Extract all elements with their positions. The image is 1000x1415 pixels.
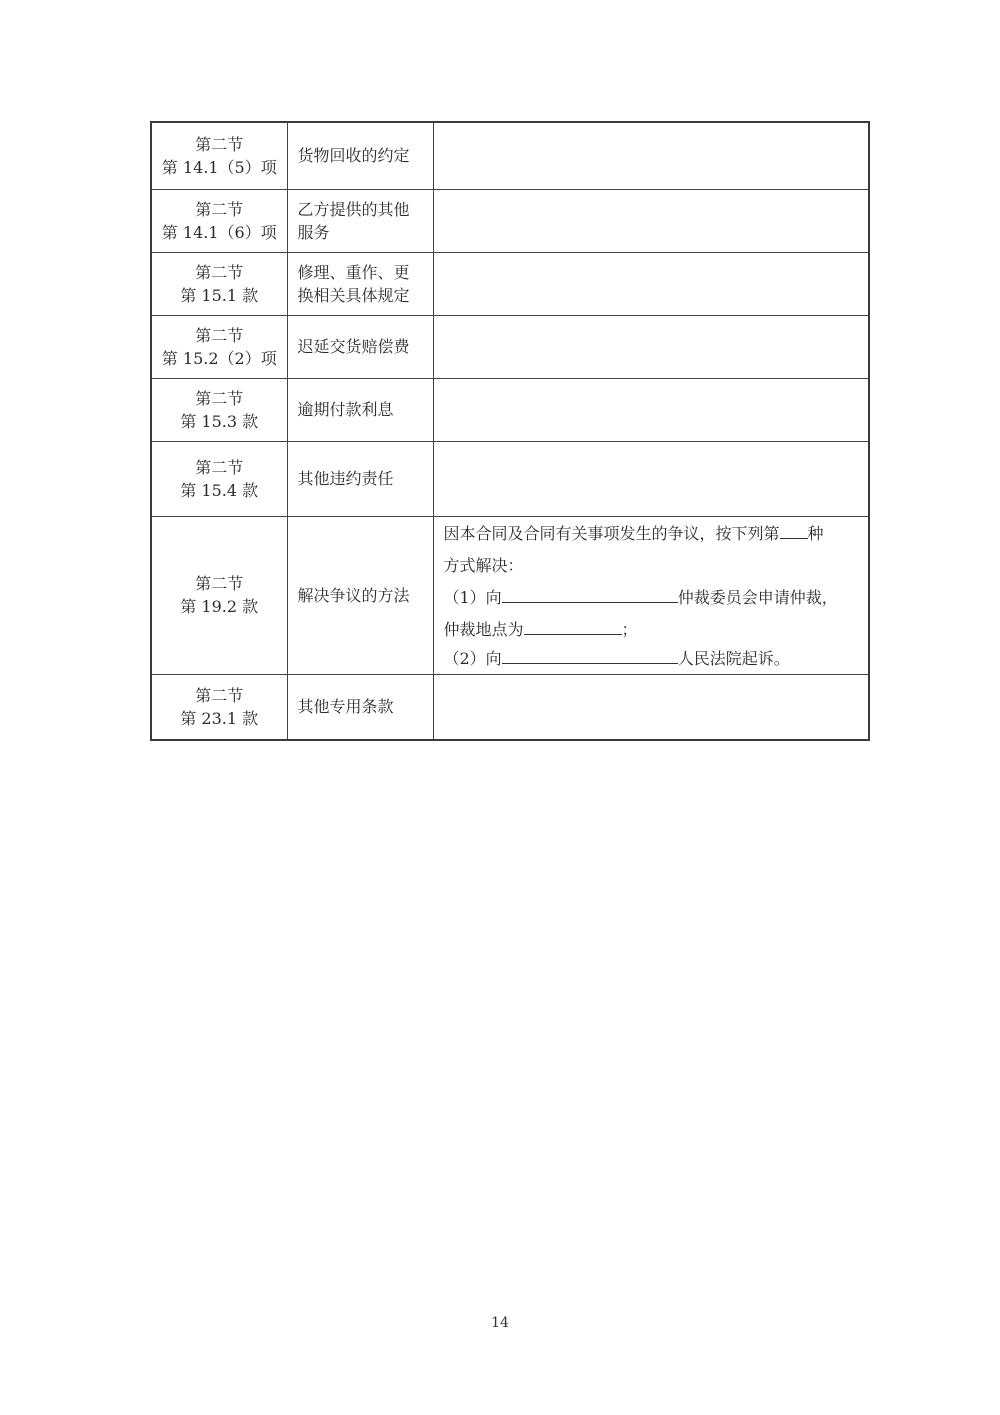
section-label: 第二节 xyxy=(195,134,244,154)
table-row xyxy=(151,252,869,315)
clause-title-cell xyxy=(287,122,433,189)
clause-title: 其他专用条款 xyxy=(297,697,394,717)
clause-number: 第 15.4 款 xyxy=(180,480,259,500)
page-number: 14 xyxy=(491,1315,509,1331)
special-terms-table xyxy=(150,121,870,741)
clause-reference-cell xyxy=(151,674,287,740)
arbitration-option-line: （1）向 仲裁委员会申请仲裁， xyxy=(443,588,838,607)
arbitration-place-line: 仲裁地点为 ； xyxy=(443,620,638,639)
clause-content-cell[interactable] xyxy=(433,189,869,252)
table-row xyxy=(151,441,869,516)
clause-content-cell[interactable] xyxy=(433,122,869,189)
clause-title-cell xyxy=(287,315,433,378)
section-label: 第二节 xyxy=(195,199,244,219)
table-row xyxy=(151,516,869,674)
clause-number: 第 23.1 款 xyxy=(180,708,259,728)
clause-number: 第 14.1（5）项 xyxy=(161,157,277,177)
clause-number: 第 14.1（6）项 xyxy=(161,222,277,242)
clause-content-cell[interactable] xyxy=(433,378,869,441)
arbitration-place-blank[interactable] xyxy=(524,618,622,635)
section-label: 第二节 xyxy=(195,325,244,345)
table-row xyxy=(151,315,869,378)
clause-title-cell xyxy=(287,378,433,441)
clause-title: 逾期付款利息 xyxy=(297,400,394,419)
table-row xyxy=(151,674,869,740)
section-label: 第二节 xyxy=(195,388,244,408)
clause-title: 货物回收的约定 xyxy=(297,146,410,166)
clause-reference-cell xyxy=(151,516,287,674)
arbitration-commission-blank[interactable] xyxy=(502,586,678,603)
clause-title-cell xyxy=(287,189,433,252)
clause-content-cell[interactable] xyxy=(433,252,869,315)
section-label: 第二节 xyxy=(195,457,244,477)
clause-title: 其他违约责任 xyxy=(297,469,394,488)
dispute-resolution-cell xyxy=(433,516,869,674)
table-row xyxy=(151,122,869,189)
clause-title: 迟延交货赔偿费 xyxy=(297,337,410,356)
clause-title-cell xyxy=(287,674,433,740)
section-label: 第二节 xyxy=(195,574,244,593)
clause-number: 第 15.1 款 xyxy=(180,285,259,305)
clause-content-cell[interactable] xyxy=(433,315,869,378)
clause-number: 第 19.2 款 xyxy=(180,597,259,616)
clause-number: 第 15.2（2）项 xyxy=(161,348,277,368)
clause-title-line: 修理、重作、更 xyxy=(297,262,410,282)
clause-reference-cell xyxy=(151,122,287,189)
dispute-method-line: 方式解决： xyxy=(443,556,524,575)
clause-title-line: 换相关具体规定 xyxy=(297,285,410,305)
clause-title-cell xyxy=(287,252,433,315)
clause-number: 第 15.3 款 xyxy=(180,411,259,431)
clause-title-line: 服务 xyxy=(297,222,330,242)
option-number-blank[interactable] xyxy=(780,522,808,539)
clause-reference-cell xyxy=(151,378,287,441)
clause-reference-cell xyxy=(151,441,287,516)
dispute-intro-line: 因本合同及合同有关事项发生的争议，按下列第 种 xyxy=(443,524,824,543)
clause-title-cell xyxy=(287,516,433,674)
clause-title-line: 乙方提供的其他 xyxy=(297,199,410,219)
clause-reference-cell xyxy=(151,252,287,315)
clause-title: 解决争议的方法 xyxy=(297,585,410,605)
court-name-blank[interactable] xyxy=(502,647,678,664)
table-row xyxy=(151,189,869,252)
clause-content-cell[interactable] xyxy=(433,441,869,516)
clause-title-cell xyxy=(287,441,433,516)
section-label: 第二节 xyxy=(195,262,244,282)
clause-content-cell[interactable] xyxy=(433,674,869,740)
section-label: 第二节 xyxy=(195,685,244,705)
litigation-option-line: （2）向 人民法院起诉。 xyxy=(443,649,790,668)
clause-reference-cell xyxy=(151,189,287,252)
table-row xyxy=(151,378,869,441)
clause-reference-cell xyxy=(151,315,287,378)
